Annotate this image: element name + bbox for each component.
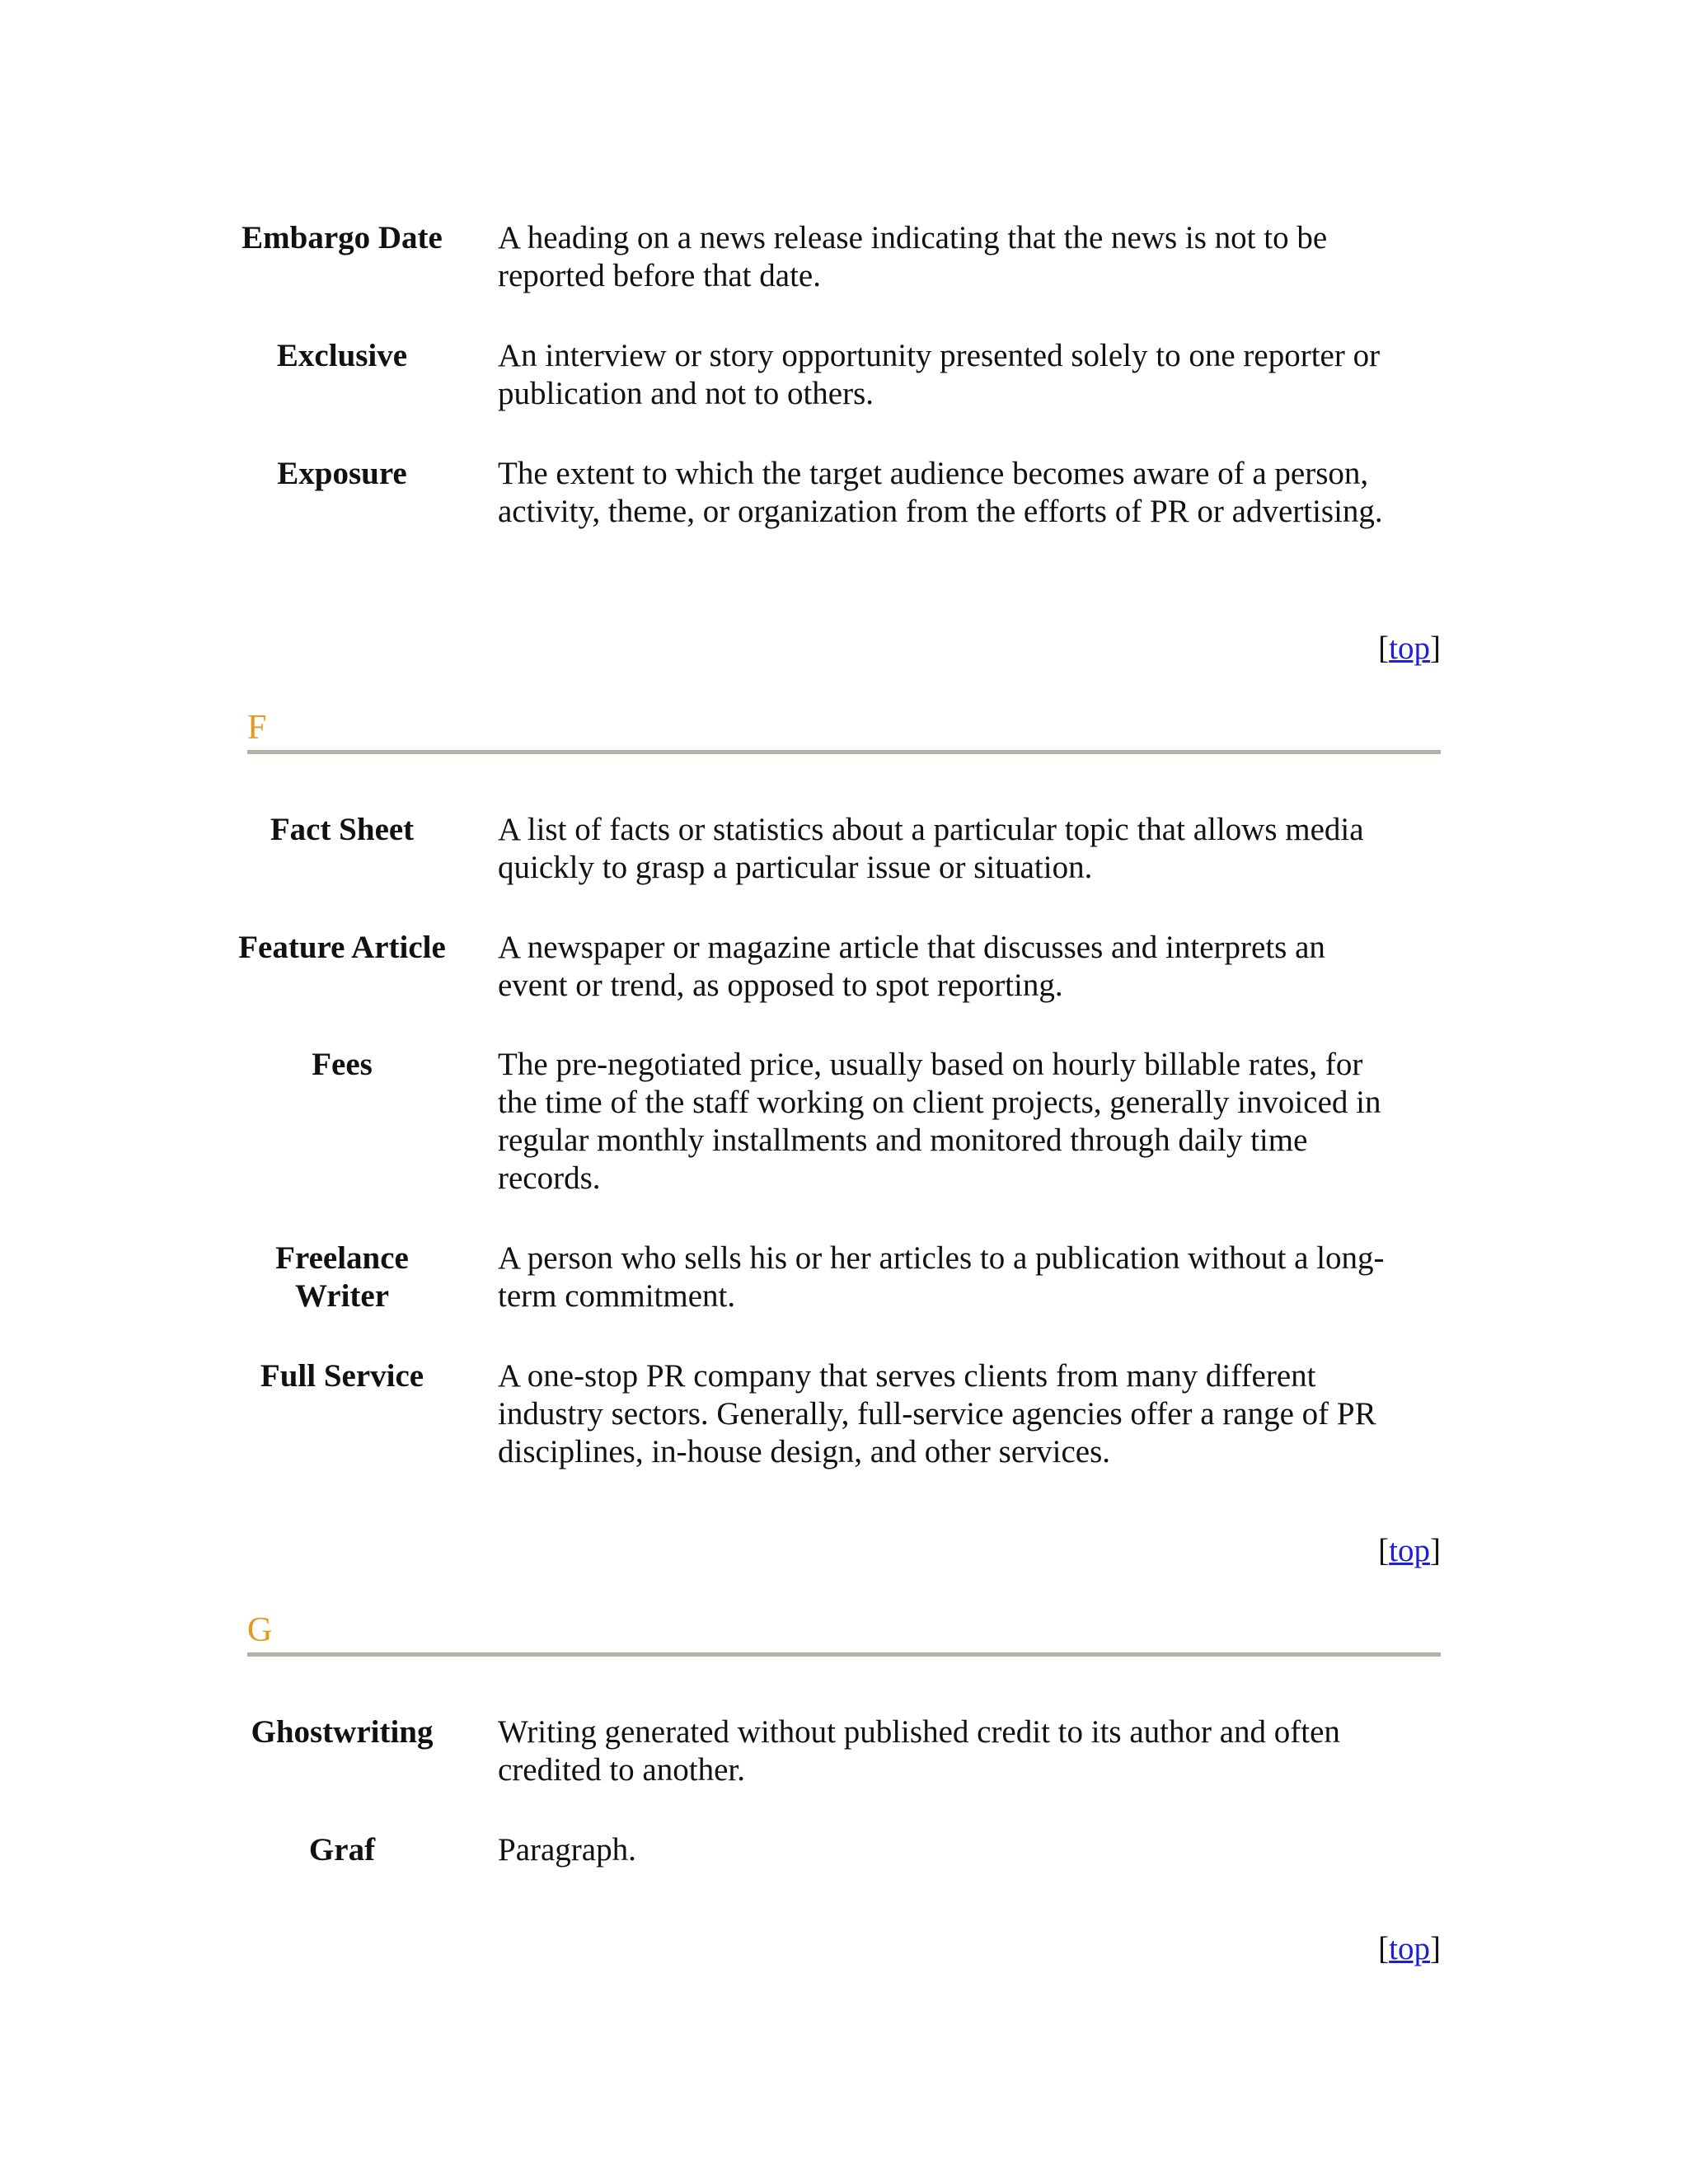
section-heading-g <box>247 1611 1441 1657</box>
top-link[interactable]: top <box>1389 630 1430 666</box>
definition: A one-stop PR company that serves clients from many different industry sectors. Generally, full-service agencies offer a range of PR disciplines, in-house design, and other services. <box>498 1358 1376 1469</box>
section-letter: F <box>247 709 267 747</box>
term: Fact Sheet <box>270 812 415 847</box>
definition: A list of facts or statistics about a particular topic that allows media quickly to grasp a particular issue or situation. <box>498 812 1364 885</box>
term: Exclusive <box>276 338 408 373</box>
back-to-top: [top] <box>1378 1931 1441 1966</box>
term: Feature Article <box>238 930 446 965</box>
top-link[interactable]: top <box>1389 1533 1430 1568</box>
back-to-top: [top] <box>1378 1533 1441 1568</box>
definition: Paragraph. <box>498 1832 636 1868</box>
term: Graf <box>308 1832 376 1868</box>
section-letter: G <box>247 1611 273 1649</box>
section-divider <box>247 1652 1441 1657</box>
section-divider <box>247 750 1441 754</box>
term: Ghostwriting <box>251 1714 434 1750</box>
term: Embargo Date <box>241 220 443 255</box>
definition: A newspaper or magazine article that discusses and interprets an event or trend, as opposed to spot reporting. <box>498 930 1325 1003</box>
definition: Writing generated without published credit to its author and often credited to another. <box>498 1714 1340 1788</box>
back-to-top: [top] <box>1378 630 1441 666</box>
top-link[interactable]: top <box>1389 1931 1430 1966</box>
definition: A heading on a news release indicating that the news is not to be reported before that date. <box>498 220 1328 293</box>
term: Freelance Writer <box>275 1240 409 1314</box>
term: Fees <box>312 1047 373 1082</box>
definition: An interview or story opportunity presented solely to one reporter or publication and not to others. <box>498 338 1381 411</box>
section-heading-f <box>247 709 1441 754</box>
term: Exposure <box>277 456 407 491</box>
definition: The extent to which the target audience becomes aware of a person, activity, theme, or organization from the efforts of PR or advertising. <box>498 456 1383 529</box>
definition: The pre-negotiated price, usually based on hourly billable rates, for the time of the staff working on client projects, generally invoiced in regular monthly installments and monitored through daily time records. <box>498 1047 1381 1196</box>
definition: A person who sells his or her articles to a publication without a long-term commitment. <box>498 1240 1385 1314</box>
term: Full Service <box>260 1358 424 1394</box>
